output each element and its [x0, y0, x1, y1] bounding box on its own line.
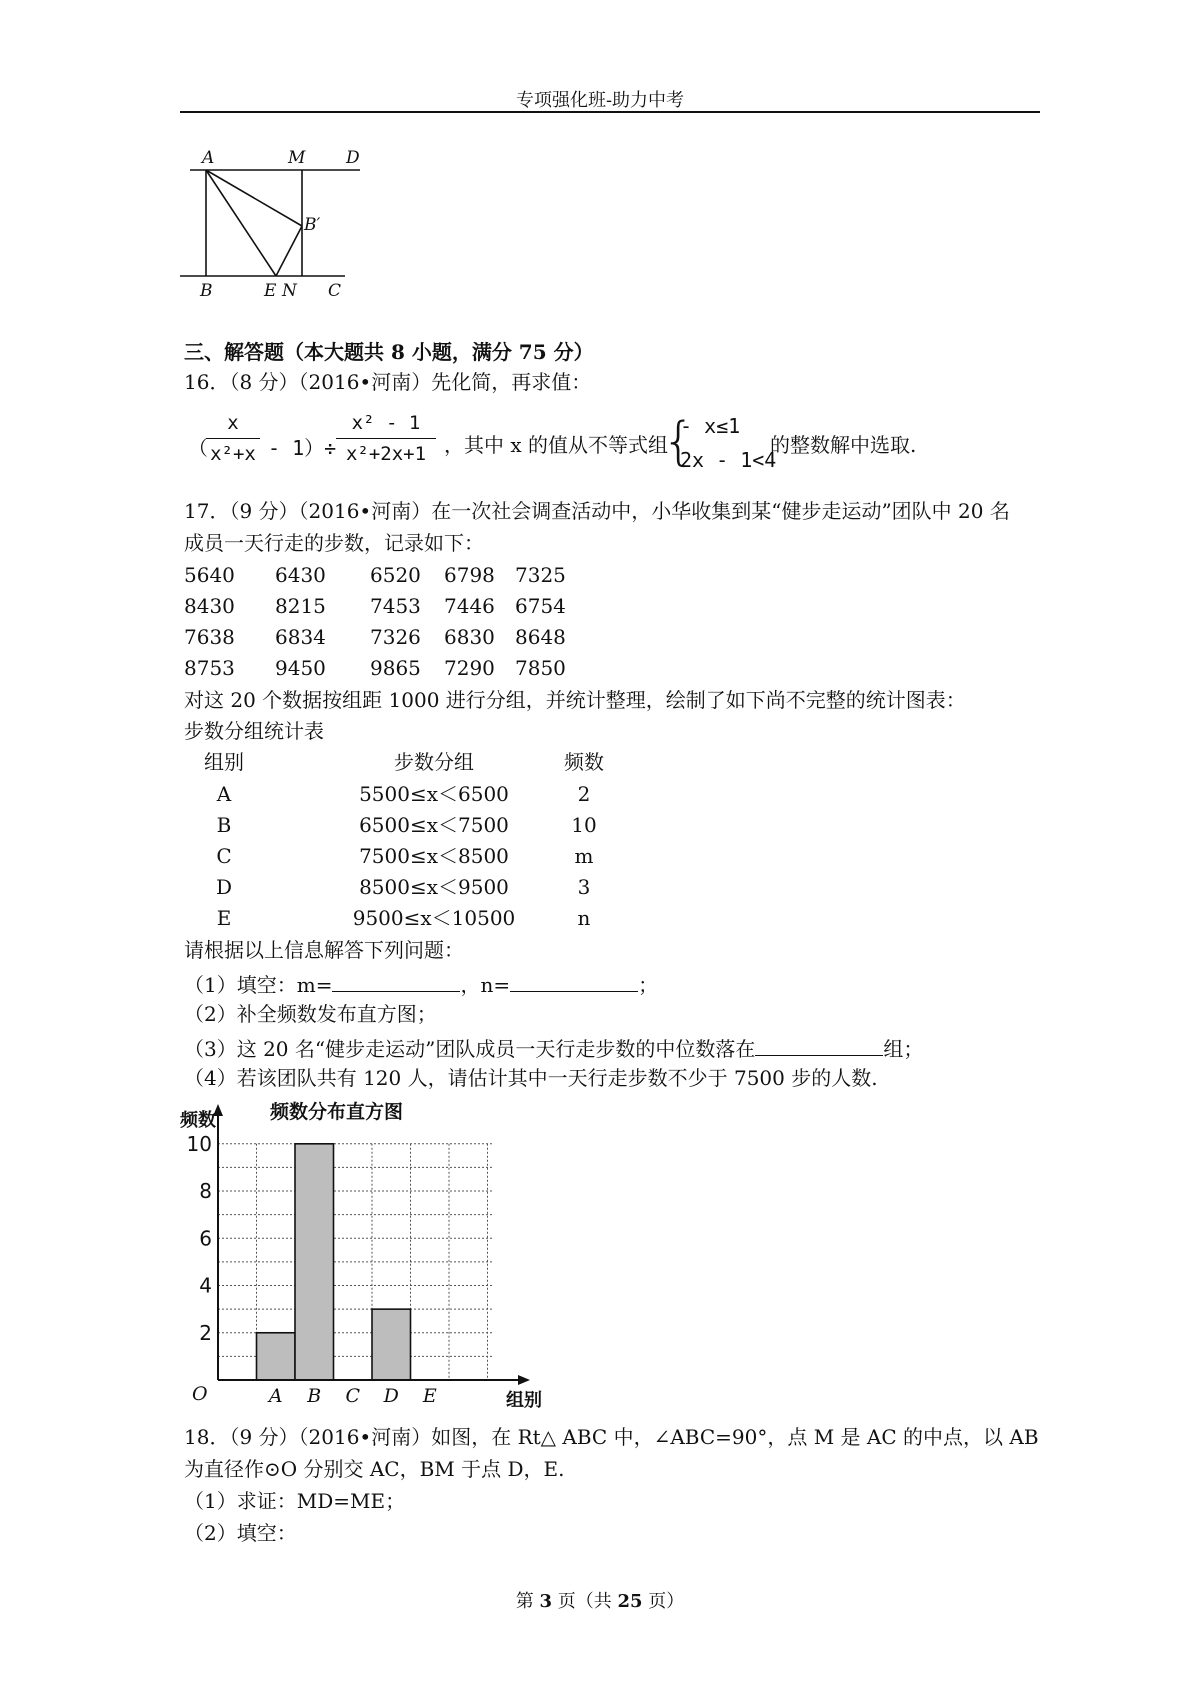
data-cell: 7290 — [444, 656, 495, 680]
table-cell: n — [577, 906, 591, 930]
label-e: E — [264, 281, 277, 300]
table-header: 步数分组 — [394, 750, 474, 774]
table-header: 组别 — [204, 750, 244, 774]
data-cell: 7453 — [370, 594, 421, 618]
q17-ask: 请根据以上信息解答下列问题： — [184, 938, 464, 962]
inequality-2: 2x - 1<4 — [680, 448, 777, 472]
footer-prefix: 第 — [515, 1591, 540, 1612]
table-cell: E — [216, 906, 232, 930]
data-cell: 7325 — [515, 563, 566, 587]
data-cell: 6520 — [370, 563, 421, 587]
sub3-text-b: 组； — [883, 1037, 924, 1061]
segment-ab-prime — [206, 170, 302, 226]
sub1-text-a: （1）填空：m= — [184, 973, 333, 997]
inequality-1: - x≤1 — [680, 414, 741, 438]
x-tick-label: A — [268, 1385, 283, 1407]
origin-label: O — [192, 1383, 208, 1405]
label-n: N — [282, 281, 297, 300]
table-cell: 7500≤x＜8500 — [359, 844, 509, 868]
data-cell: 7850 — [515, 656, 566, 680]
table-cell: 3 — [577, 875, 591, 899]
frequency-histogram — [170, 1092, 550, 1412]
table-cell: 5500≤x＜6500 — [359, 782, 509, 806]
footer-page-number: 3 — [539, 1591, 552, 1612]
bar-d — [372, 1309, 411, 1380]
table-cell: m — [574, 844, 594, 868]
answer-blank-m — [332, 967, 460, 992]
data-cell: 9865 — [370, 656, 421, 680]
label-m: M — [288, 148, 306, 168]
q17-stem-line-1: 17．（9 分）（2016•河南）在一次社会调查活动中，小华收集到某“健步走运动”团队中 20 名 — [184, 499, 1010, 523]
section-title: 三、解答题（本大题共 8 小题，满分 75 分） — [184, 340, 594, 364]
footer-suffix: 页） — [642, 1591, 685, 1612]
q17-group-text: 对这 20 个数据按组距 1000 进行分组，并统计整理，绘制了如下尚不完整的统计图表： — [184, 688, 966, 712]
open-paren: （ — [188, 436, 208, 460]
label-c: C — [328, 281, 342, 300]
sub1-text-c: ； — [638, 973, 659, 997]
q17-sub-4: （4）若该团队共有 120 人，请估计其中一天行走步数不少于 7500 步的人数. — [184, 1066, 878, 1090]
fraction-1-denominator: x²+x — [210, 443, 256, 465]
fraction-2-denominator: x²+2x+1 — [345, 443, 427, 465]
y-tick-label: 2 — [199, 1320, 212, 1345]
system-brace: { — [662, 412, 696, 472]
data-cell: 6430 — [275, 563, 326, 587]
table-cell: 2 — [577, 782, 591, 806]
bar-a — [257, 1333, 296, 1380]
x-axis-label: 组别 — [506, 1390, 542, 1411]
header-rule — [180, 111, 1040, 113]
y-tick-label: 8 — [199, 1179, 212, 1204]
minus-one-divide: - 1）÷ — [268, 436, 337, 460]
data-cell: 6798 — [444, 563, 495, 587]
fraction-1 — [206, 412, 260, 465]
y-tick-label: 10 — [186, 1131, 212, 1156]
table-cell: C — [216, 844, 232, 868]
data-cell: 6830 — [444, 625, 495, 649]
q17-sub-2: （2）补全频数发布直方图； — [184, 1002, 437, 1026]
label-a: A — [202, 148, 215, 168]
table-cell: 6500≤x＜7500 — [359, 813, 509, 837]
answer-blank-median — [755, 1031, 883, 1056]
data-cell: 8215 — [275, 594, 326, 618]
segment-ae — [206, 170, 276, 276]
fraction-1-bar — [206, 438, 260, 439]
x-tick-label: E — [422, 1385, 437, 1407]
y-axis-label: 频数 — [180, 1110, 216, 1131]
data-cell: 9450 — [275, 656, 326, 680]
data-cell: 8648 — [515, 625, 566, 649]
q16-mid-text: ，其中 x 的值从不等式组 — [444, 433, 668, 457]
answer-blank-n — [510, 967, 638, 992]
data-cell: 5640 — [184, 563, 235, 587]
q18-sub-1: （1）求证：MD=ME； — [184, 1489, 406, 1513]
fraction-2 — [336, 412, 436, 465]
x-tick-label: B — [307, 1385, 322, 1407]
bar-b — [295, 1144, 334, 1380]
q18-stem-line-1: 18．（9 分）（2016•河南）如图，在 Rt△ ABC 中，∠ABC=90°，点 M 是 AC 的中点，以 AB — [184, 1425, 1039, 1449]
q18-sub-2: （2）填空： — [184, 1521, 297, 1545]
data-cell: 6834 — [275, 625, 326, 649]
chart-title: 频数分布直方图 — [270, 1101, 404, 1123]
table-cell: 9500≤x＜10500 — [352, 906, 516, 930]
q16-tail-text: 的整数解中选取. — [770, 433, 917, 457]
q17-stem-line-2: 成员一天行走的步数，记录如下： — [184, 531, 484, 555]
data-cell: 8753 — [184, 656, 235, 680]
table-cell: A — [216, 782, 232, 806]
page-footer — [0, 1587, 1200, 1613]
table-cell: 10 — [571, 813, 597, 837]
data-cell: 6754 — [515, 594, 566, 618]
page-header: 专项强化班-助力中考 — [515, 90, 685, 111]
label-d: D — [346, 148, 360, 168]
q16-formula — [184, 410, 1024, 480]
x-tick-label: D — [383, 1385, 399, 1407]
data-cell: 7638 — [184, 625, 235, 649]
q16-stem: 16．（8 分）（2016•河南）先化简，再求值： — [184, 370, 592, 394]
table-title: 步数分组统计表 — [184, 719, 324, 743]
sub1-text-b: ，n= — [460, 973, 511, 997]
segment-eb-prime — [276, 226, 302, 276]
y-tick-label: 6 — [199, 1226, 212, 1251]
q17-sub-1 — [184, 967, 658, 1000]
table-header: 频数 — [564, 750, 604, 774]
data-cell: 7326 — [370, 625, 421, 649]
data-cell: 7446 — [444, 594, 495, 618]
footer-total-pages: 25 — [617, 1591, 643, 1612]
fraction-2-numerator: x² - 1 — [351, 412, 421, 434]
table-cell: D — [215, 875, 233, 899]
footer-middle: 页（共 — [552, 1591, 618, 1612]
y-tick-label: 4 — [199, 1273, 212, 1298]
x-tick-label: C — [345, 1385, 361, 1407]
x-axis-arrow — [518, 1375, 530, 1385]
label-b: B — [200, 281, 213, 300]
label-b-prime: B′ — [304, 215, 321, 235]
geometry-figure — [180, 140, 380, 300]
table-cell: B — [216, 813, 232, 837]
fraction-1-numerator: x — [227, 412, 239, 434]
table-cell: 8500≤x＜9500 — [359, 875, 509, 899]
fraction-2-bar — [336, 438, 436, 439]
sub3-text-a: （3）这 20 名“健步走运动”团队成员一天行走步数的中位数落在 — [184, 1037, 756, 1061]
q17-sub-3 — [184, 1031, 923, 1064]
data-cell: 8430 — [184, 594, 235, 618]
q18-stem-line-2: 为直径作⊙O 分别交 AC，BM 于点 D，E. — [184, 1457, 565, 1481]
